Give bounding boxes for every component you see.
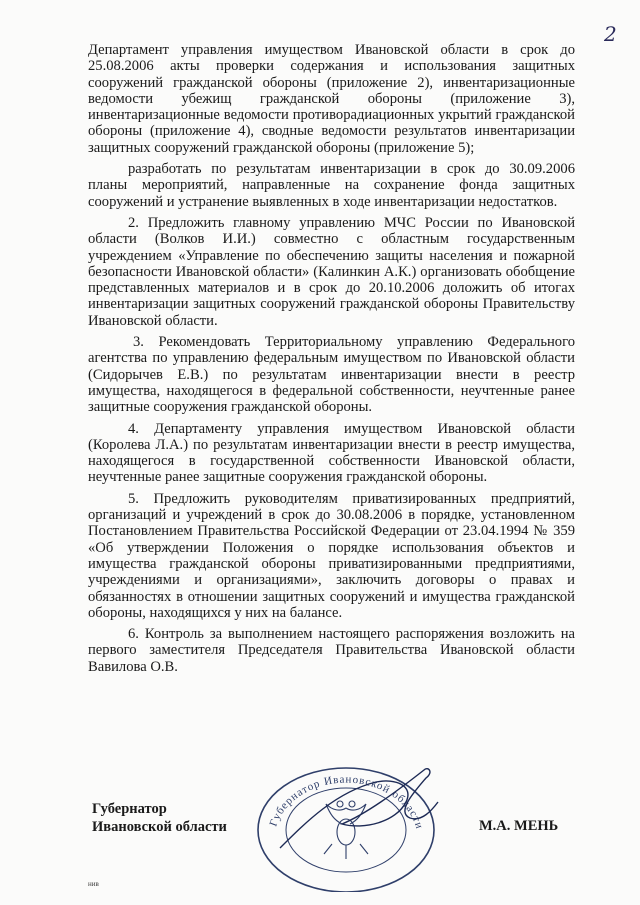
official-seal-stamp [246, 752, 446, 892]
paragraph-1-continuation: Департамент управления имуществом Ивановской области в срок до 25.08.2006 акты проверки содержания и использования защитных сооружений гражданской обороны (приложение 2), инвентаризационные ведомости убежищ гражданской обороны (приложение 3), инвентаризационные ведомости противорадиационных укрытий гражданской обороны (приложение 4), сводные ведомости результатов инвентаризации защитных сооружений гражданской обороны (приложение 5); [88, 42, 575, 156]
seal-inner-ring [286, 788, 406, 872]
paragraph-3: 3. Рекомендовать Территориальному управлению Федерального агентства по управлению федеральным имуществом по Ивановской области (Сидорычев Е.В.) по результатам инвентаризации внести в реестр имущества, находящегося в федеральной собственности, неучтенные ранее защитные сооружения гражданской обороны. [88, 334, 575, 416]
footer-code: нив [88, 880, 99, 888]
document-body [88, 42, 575, 680]
signer-title-line1: Губернатор [92, 801, 167, 817]
signature-title [92, 800, 227, 836]
eagle-emblem-icon [324, 801, 368, 859]
paragraph-5: 5. Предложить руководителям приватизированных предприятий, организаций и учреждений в срок до 30.08.2006 в порядке, установленном Постановлением Правительства Российской Федерации от 23.04.1994 № 359 «Об утверждении Положения о порядке использования объектов и имущества гражданской обороны приватизированными предприятиями, учреждениями и организациями», заключить договоры о правах и обязанностях в отношении защитных сооружений и имущества гражданской обороны, находящихся у них на балансе. [88, 490, 575, 621]
paragraph-4: 4. Департаменту управления имуществом Ивановской области (Королева Л.А.) по результатам инвентаризации внести в реестр имущества, находящегося в государственной собственности Ивановской области, неучтенные ранее защитные сооружения гражданской обороны. [88, 420, 575, 486]
paragraph-1-subitem: разработать по результатам инвентаризации в срок до 30.09.2006 планы мероприятий, направленные на сохранение фонда защитных сооружений и устранение выявленных в ходе инвентаризации недостатков. [88, 161, 575, 210]
signer-title-line2: Ивановской области [92, 819, 227, 835]
paragraph-2: 2. Предложить главному управлению МЧС России по Ивановской области (Волков И.И.) совместно с областным государственным учреждением «Управление по обеспечению защиты населения и пожарной безопасности Ивановской области» (Калинкин А.К.) организовать обобщение представленных материалов и в срок до 20.10.2006 доложить об итогах инвентаризации защитных сооружений гражданской обороны Правительству Ивановской области. [88, 214, 575, 329]
page-number: 2 [604, 22, 617, 46]
seal-outer-ring [258, 768, 434, 892]
paragraph-6: 6. Контроль за выполнением настоящего распоряжения возложить на первого заместителя Председателя Правительства Ивановской области Вавилова О.В. [88, 626, 575, 675]
seal-ring-text: Губернатор Ивановской области [267, 773, 426, 831]
signer-name: М.А. МЕНЬ [479, 818, 559, 834]
